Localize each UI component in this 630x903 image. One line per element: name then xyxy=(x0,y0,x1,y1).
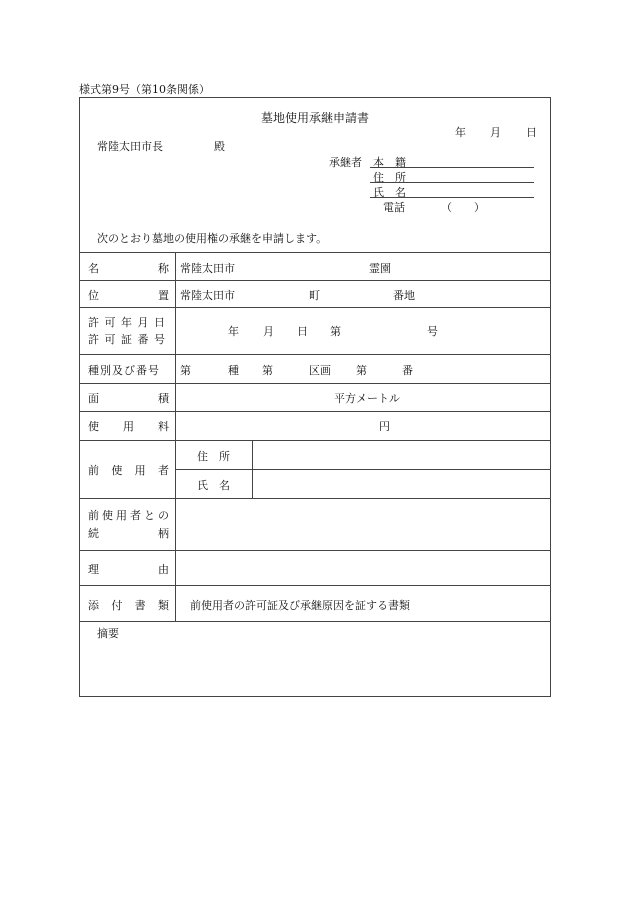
form-title: 墓地使用承継申請書 xyxy=(260,111,369,125)
ichi-label: 位 置 xyxy=(88,289,169,302)
ichi-cho: 町 xyxy=(309,289,320,302)
shubetsu-label: 種別及び番号 xyxy=(88,364,160,377)
shubetsu-dai3: 第 xyxy=(356,364,367,377)
date-year-label: 年 xyxy=(455,126,466,139)
date-month-label: 月 xyxy=(490,126,501,139)
addressee-name: 常陸太田市長 xyxy=(97,140,163,153)
phone-label: 電話 xyxy=(383,201,405,214)
shubetsu-shu: 種 xyxy=(228,364,239,377)
applicant-address-label: 住 所 xyxy=(373,171,406,184)
kyoka-go: 号 xyxy=(427,325,438,338)
honseki-field[interactable] xyxy=(370,167,534,168)
zokugara-label-line1: 前使用者との xyxy=(88,509,172,522)
remarks-label: 摘要 xyxy=(97,627,119,640)
tempu-content: 前使用者の許可証及び承継原因を証する書類 xyxy=(190,599,410,612)
honseki-label: 本 籍 xyxy=(373,156,406,169)
shiyoryo-unit: 円 xyxy=(379,420,390,433)
shiyoryo-label: 使 用 料 xyxy=(88,420,169,433)
zokugara-field[interactable] xyxy=(178,501,548,548)
phone-field[interactable]: （ ） xyxy=(441,201,485,214)
remarks-field[interactable] xyxy=(84,640,546,694)
menseki-unit: 平方メートル xyxy=(334,392,400,405)
zen-shiyosha-address-label: 住 所 xyxy=(197,450,230,463)
kyoka-date-label: 許可年月日 xyxy=(88,316,171,329)
addressee-honorific: 殿 xyxy=(214,140,225,153)
zokugara-label-line2: 続 柄 xyxy=(88,527,169,540)
kyoka-dai: 第 xyxy=(330,325,341,338)
meisho-label: 名 称 xyxy=(88,262,169,275)
shubetsu-dai2: 第 xyxy=(262,364,273,377)
shubetsu-kukaku: 区画 xyxy=(309,364,331,377)
zen-shiyosha-name-field[interactable] xyxy=(256,472,548,496)
shubetsu-dai1: 第 xyxy=(180,364,191,377)
shubetsu-ban: 番 xyxy=(402,364,413,377)
zen-shiyosha-name-label: 氏 名 xyxy=(197,479,230,492)
meisho-city: 常陸太田市 xyxy=(180,262,235,275)
application-form xyxy=(79,97,551,697)
applicant-name-field[interactable] xyxy=(370,197,534,198)
date-day-label: 日 xyxy=(526,126,537,139)
kyoka-month: 月 xyxy=(263,325,274,338)
riyu-label: 理 由 xyxy=(88,563,169,576)
form-number: 様式第9号（第10条関係） xyxy=(79,83,210,96)
applicant-label: 承継者 xyxy=(329,156,362,169)
zen-shiyosha-address-field[interactable] xyxy=(256,443,548,467)
menseki-label: 面 積 xyxy=(88,392,169,405)
ichi-banchi: 番地 xyxy=(393,289,415,302)
kyoka-day: 日 xyxy=(297,325,308,338)
kyoka-year: 年 xyxy=(228,325,239,338)
applicant-address-field[interactable] xyxy=(370,182,534,183)
tempu-label: 添 付 書 類 xyxy=(88,599,169,612)
applicant-name-label: 氏 名 xyxy=(373,186,406,199)
ichi-city: 常陸太田市 xyxy=(180,289,235,302)
meisho-suffix: 霊園 xyxy=(369,262,391,275)
intro-text: 次のとおり墓地の使用権の承継を申請します。 xyxy=(97,232,328,245)
zen-shiyosha-label: 前 使 用 者 xyxy=(88,464,169,477)
kyoka-number-label: 許可証番号 xyxy=(88,333,171,346)
riyu-field[interactable] xyxy=(178,553,548,583)
